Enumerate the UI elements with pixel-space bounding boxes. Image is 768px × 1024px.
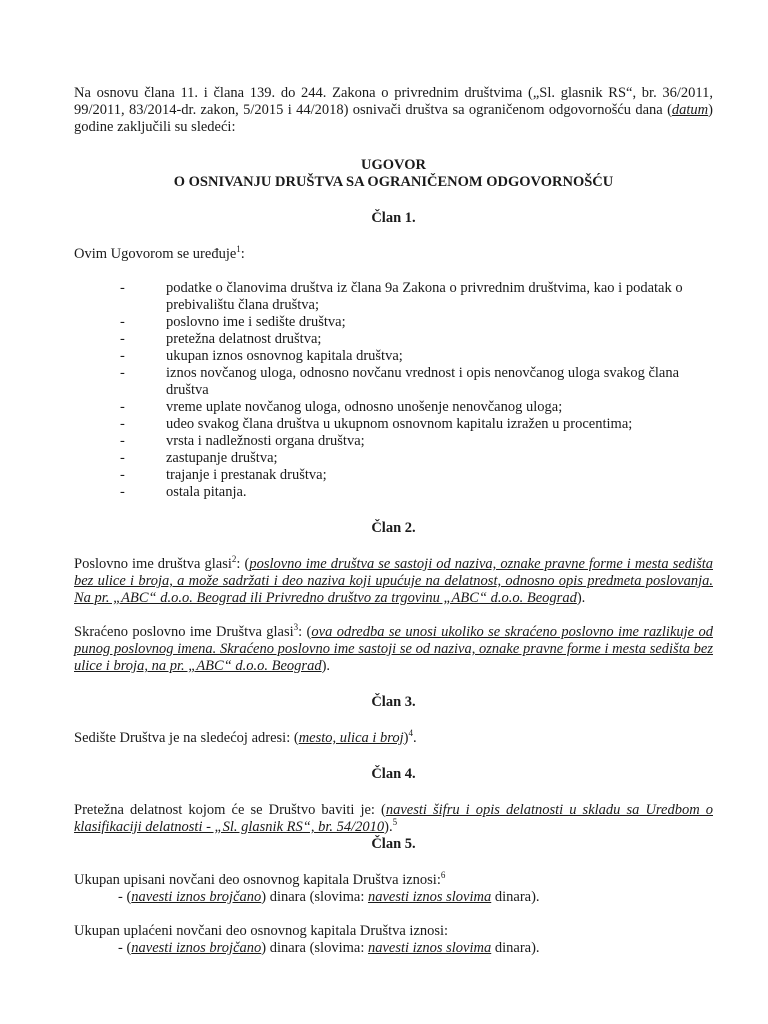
- list-item-text: podatke o članovima društva iz člana 9a Zakona o privrednim društvima, kao i podatak o prebivalištu člana društva;: [166, 280, 683, 313]
- list-dash: -: [120, 399, 125, 415]
- article-2-paragraph-1: [74, 556, 713, 607]
- contract-title: [74, 157, 713, 191]
- list-item-text: vreme uplate novčanog uloga, odnosno unošenje nenovčanog uloga;: [166, 399, 563, 415]
- article-1-list-item: [74, 484, 713, 501]
- line-end: dinara).: [491, 940, 540, 956]
- article-1-list-item: [74, 331, 713, 348]
- line-mid: ) dinara (slovima:: [261, 940, 368, 956]
- list-dash: -: [120, 331, 125, 347]
- footnote-ref-1: 1: [236, 244, 241, 255]
- short-name-instructions: ova odredba se unosi ukoliko se skraćeno poslovno ime razlikuje od punog poslovnog imena. Skraćeno poslovno ime sastoji se od naziva, oznake pravne forme i mesta sedišta bez ulice i broja, na pr. „ABC“ d.o.o. Beograd: [74, 624, 713, 674]
- a2p1-end: ).: [576, 590, 586, 606]
- amount-words-placeholder: navesti iznos slovima: [367, 889, 492, 905]
- article-5-paragraph-2: [74, 923, 713, 940]
- title-line-1: UGOVOR: [361, 157, 426, 173]
- activity-placeholder: navesti šifru i opis delatnosti u skladu sa Uredbom o klasifikaciji delatnosti - „Sl. glasnik RS“, br. 54/2010: [74, 802, 713, 835]
- article-4-paragraph: [74, 802, 713, 836]
- a4-post: ).: [384, 819, 393, 835]
- a5p1-text: Ukupan upisani novčani deo osnovnog kapitala Društva iznosi:: [74, 872, 441, 888]
- article-2-heading: Član 2.: [371, 520, 416, 536]
- article-5-heading: Član 5.: [371, 836, 416, 852]
- article-3-paragraph: [74, 730, 713, 747]
- article-1-list-item: [74, 348, 713, 365]
- list-item-text: ostala pitanja.: [166, 484, 247, 500]
- a3-post: ): [403, 730, 409, 746]
- intro-text: Na osnovu člana 11. i člana 139. do 244. Zakona o privrednim društvima („Sl. glasnik RS“, br. 36/2011, 99/2011, 83/2014-dr. zakon, 5/2015 i 44/2018) osnivači društva sa ograničenom odgovornošću dana (: [74, 85, 713, 118]
- list-item-text: zastupanje društva;: [166, 450, 278, 466]
- list-dash: -: [120, 450, 125, 466]
- article-1-list: [74, 280, 713, 501]
- amount-numeric-placeholder: navesti iznos brojčano: [131, 940, 262, 956]
- list-dash: -: [120, 280, 125, 296]
- article-1-list-item: [74, 280, 713, 314]
- list-item-text: poslovno ime i sedište društva;: [166, 314, 346, 330]
- list-dash: -: [120, 348, 125, 364]
- a3-end: .: [413, 730, 417, 746]
- article-1-list-item: [74, 467, 713, 484]
- a2p2-end: ).: [321, 658, 331, 674]
- article-1-heading: Član 1.: [371, 210, 416, 226]
- a3-text: Sedište Društva je na sledećoj adresi: (: [74, 730, 299, 746]
- article-1-list-item: [74, 399, 713, 416]
- article-1-list-item: [74, 314, 713, 331]
- list-dash: -: [120, 484, 125, 500]
- a2p2-mid: : (: [298, 624, 312, 640]
- intro-text-end: ) godine zaključili su sledeći:: [74, 102, 713, 135]
- line-dash: - (: [118, 940, 132, 956]
- a5p2-text: Ukupan uplaćeni novčani deo osnovnog kapitala Društva iznosi:: [74, 923, 449, 939]
- list-dash: -: [120, 433, 125, 449]
- footnote-ref-6: 6: [440, 870, 446, 881]
- article-1-lead-end: :: [240, 246, 245, 262]
- a2p1-mid: : (: [236, 556, 250, 572]
- address-placeholder: mesto, ulica i broj: [298, 730, 404, 746]
- intro-paragraph: [74, 85, 713, 136]
- document-page: [74, 85, 713, 957]
- list-item-text: udeo svakog člana društva u ukupnom osnovnom kapitalu izražen u procentima;: [166, 416, 633, 432]
- a2p1-text: Poslovno ime društva glasi: [74, 556, 232, 572]
- article-1-list-item: [74, 433, 713, 450]
- subscribed-amount-line: [74, 889, 713, 906]
- list-item-text: iznos novčanog uloga, odnosno novčanu vrednost i opis nenovčanog uloga svakog člana društva: [166, 365, 680, 398]
- datum-placeholder: datum: [671, 102, 709, 118]
- article-2-paragraph-2: [74, 624, 713, 675]
- paid-amount-line: [74, 940, 713, 957]
- line-dash: - (: [118, 889, 132, 905]
- article-4-heading: Član 4.: [371, 766, 416, 782]
- title-line-2: O OSNIVANJU DRUŠTVA SA OGRANIČENOM ODGOVORNOŠĆU: [173, 174, 614, 190]
- article-1-list-item: [74, 416, 713, 433]
- article-5-paragraph-1: [74, 872, 713, 889]
- article-1-lead-text: Ovim Ugovorom se uređuje: [74, 246, 237, 262]
- footnote-ref-4: 4: [408, 728, 414, 739]
- list-item-text: pretežna delatnost društva;: [166, 331, 322, 347]
- article-1-list-item: [74, 365, 713, 399]
- list-dash: -: [120, 467, 125, 483]
- footnote-ref-3: 3: [293, 622, 299, 633]
- list-item-text: trajanje i prestanak društva;: [166, 467, 327, 483]
- business-name-instructions: poslovno ime društva se sastoji od naziva, oznake pravne forme i mesta sedišta bez ulice i broja, a može sadržati i deo naziva koji upućuje na delatnost, odnosno opis predmeta poslovanja. Na pr. „ABC“ d.o.o. Beograd ili Privredno društvo za trgovinu „ABC“ d.o.o. Beograd: [74, 556, 714, 606]
- a4-text: Pretežna delatnost kojom će se Društvo baviti je: (: [74, 802, 386, 818]
- article-1-lead: [74, 246, 713, 263]
- line-mid: ) dinara (slovima:: [261, 889, 368, 905]
- footnote-ref-2: 2: [231, 554, 237, 565]
- list-dash: -: [120, 314, 125, 330]
- line-end: dinara).: [491, 889, 540, 905]
- list-item-text: ukupan iznos osnovnog kapitala društva;: [166, 348, 403, 364]
- list-item-text: vrsta i nadležnosti organa društva;: [166, 433, 365, 449]
- list-dash: -: [120, 416, 125, 432]
- article-3-heading: Član 3.: [371, 694, 416, 710]
- amount-words-placeholder: navesti iznos slovima: [367, 940, 492, 956]
- article-1-list-item: [74, 450, 713, 467]
- a2p2-text: Skraćeno poslovno ime Društva glasi: [74, 624, 294, 640]
- footnote-ref-5: 5: [392, 817, 398, 828]
- list-dash: -: [120, 365, 125, 381]
- amount-numeric-placeholder: navesti iznos brojčano: [131, 889, 262, 905]
